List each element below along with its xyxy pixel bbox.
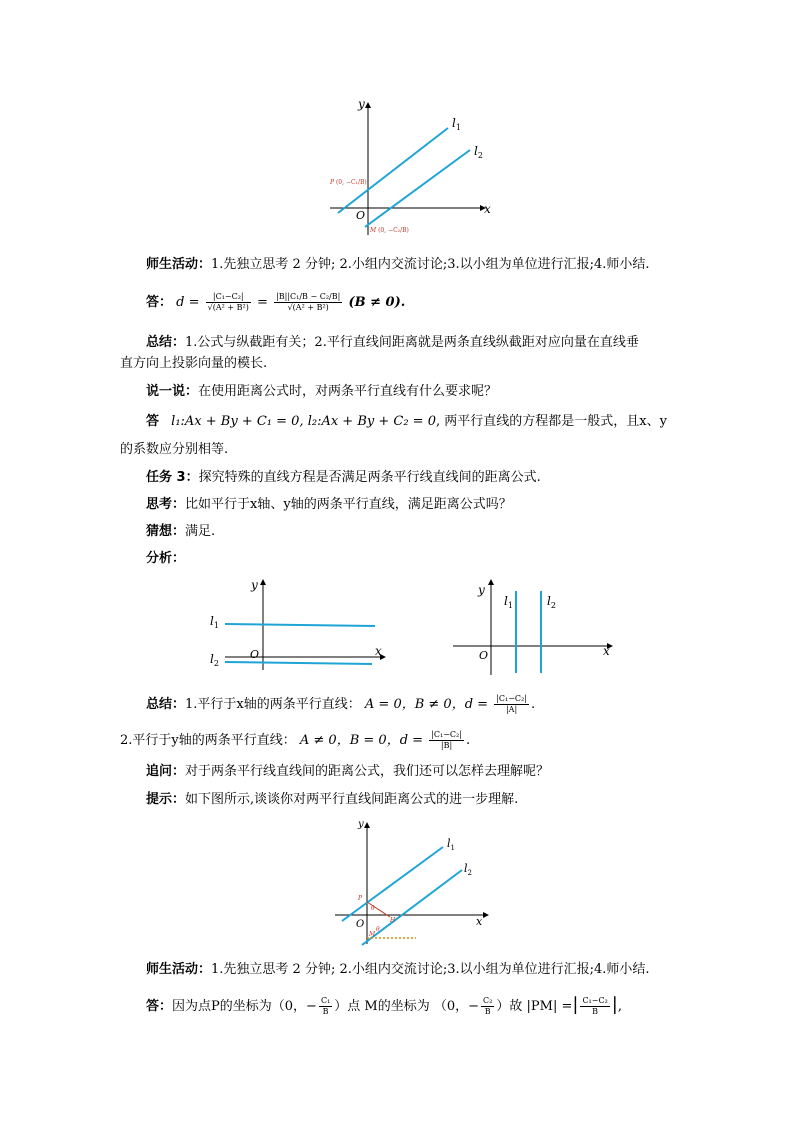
paragraph-summary-2b: 2.平行于y轴的两条平行直线： A ≠ 0，B = 0，d = $\frac{\text{|C₁−C₂|}}{|B|}$ . <box>120 730 471 750</box>
y-axis-label: y <box>358 97 365 111</box>
paragraph-say: 说一说：在使用距离公式时，对两条平行直线有什么要求呢？ <box>146 384 498 399</box>
l2-label: $l_2$ <box>474 144 483 160</box>
d-symbol: d = <box>176 295 200 310</box>
svg-text:O: O <box>250 648 260 661</box>
line-l1 <box>342 847 443 921</box>
figure-3-vertical-lines <box>450 575 620 675</box>
svg-text:x: x <box>603 644 610 658</box>
svg-text:l1: $l_1$ <box>447 837 455 852</box>
condition: (B ≠ 0). <box>348 295 406 310</box>
x-axis-label: x <box>484 202 491 216</box>
label: 答： <box>146 295 173 310</box>
svg-text:x: x <box>476 915 483 928</box>
paragraph-analysis: 分析： <box>146 551 186 566</box>
figure-2-horizontal-lines <box>200 575 395 675</box>
paragraph-summary-1: 总结：1.公式与纵截距有关；2.平行直线间距离就是两条直线纵截距对应向量在直线垂 <box>146 335 639 350</box>
paragraph-think: 思考：比如平行于x轴、y轴的两条平行直线，满足距离公式吗？ <box>146 497 512 512</box>
svg-text:l1: $l_1$ <box>210 614 219 630</box>
paragraph-answer-general: 答 l₁:Ax + By + C₁ = 0, l₂:Ax + By + C₂ = 0, 两平行直线的方程都是一般式，且x、y <box>146 414 667 429</box>
label: 师生活动： <box>146 257 212 272</box>
paragraph-answer-general-cont: 的系数应分别相等. <box>120 442 229 457</box>
paragraph-activity-1 <box>146 256 650 274</box>
paragraph-summary-1-cont: 直方向上投影向量的模长. <box>120 356 268 371</box>
line-l2 <box>365 150 470 227</box>
line-l2 <box>225 662 372 664</box>
paragraph-follow-up: 追问：对于两条平行线直线间的距离公式，我们还可以怎样去理解呢？ <box>146 764 550 779</box>
svg-text:x: x <box>375 644 382 658</box>
svg-text:P: P <box>358 895 363 902</box>
paragraph-hint: 提示：如下图所示,谈谈你对两平行直线间距离公式的进一步理解. <box>146 792 519 807</box>
paragraph-task-3: 任务 3：探究特殊的直线方程是否满足两条平行线直线间的距离公式. <box>146 470 541 485</box>
svg-text:y: y <box>358 819 364 830</box>
svg-text:θ: θ <box>371 905 375 912</box>
svg-text:y: y <box>251 578 258 592</box>
svg-text:l1: $l_1$ <box>504 594 513 610</box>
svg-text:l2: $l_2$ <box>210 652 219 668</box>
svg-text:l2: $l_2$ <box>547 594 556 610</box>
svg-text:y: y <box>478 583 485 597</box>
line-l2 <box>362 870 462 945</box>
origin-label: O <box>356 209 366 222</box>
figure-4-projection <box>330 818 500 953</box>
text: 1.先独立思考 2 分钟; 2.小组内交流讨论;3.以小组为单位进行汇报;4.师小结. <box>211 257 650 272</box>
paragraph-answer-formula: 答： d = $\frac{\text{|C₁−C₂|}}{\text{√(A² + B²)}}$ = $\frac{\text{|B||C₁/B − C₂/B|}}{\text{√(A² + B²)}}$ (B ≠ 0). <box>146 292 406 312</box>
paragraph-guess: 猜想：满足. <box>146 524 216 539</box>
figure-1-parallel-lines <box>320 95 500 245</box>
svg-text:O: O <box>356 919 365 930</box>
p-point-label: P (0, −C₁/B) <box>330 179 367 186</box>
svg-text:O: O <box>479 649 489 662</box>
svg-text:M: M <box>369 931 376 938</box>
line-l1 <box>338 128 448 213</box>
fraction-2: $\frac{\text{|B||C₁/B − C₂/B|}}{\text{√(A² + B²)}}$ <box>276 292 341 312</box>
paragraph-answer-final: 答：因为点P的坐标为（0，− $\frac{\text{C₁}}{B}$ ）点 M的坐标为 （0，− $\frac{\text{C₂}}{B}$ ）故 |PM| =| $\frac{\text{C₁−C₂}}{B}$ |, <box>146 994 623 1016</box>
line-l1 <box>225 624 375 626</box>
m-point-label: M (0, −C₂/B) <box>370 227 409 234</box>
svg-text:l2: $l_2$ <box>464 862 472 877</box>
l1-label: $l_1$ <box>452 116 461 132</box>
paragraph-activity-2: 师生活动：1.先独立思考 2 分钟; 2.小组内交流讨论;3.以小组为单位进行汇报;4.师小结. <box>146 962 650 977</box>
paragraph-summary-2: 总结：1.平行于x轴的两条平行直线： A = 0，B ≠ 0，d = $\frac{\text{|C₁−C₂|}}{|A|}$ . <box>146 694 536 714</box>
svg-text:θ: θ <box>376 926 380 933</box>
fraction-1: $\frac{\text{|C₁−C₂|}}{\text{√(A² + B²)}}$ <box>207 292 249 312</box>
svg-text:H: H <box>390 917 396 924</box>
